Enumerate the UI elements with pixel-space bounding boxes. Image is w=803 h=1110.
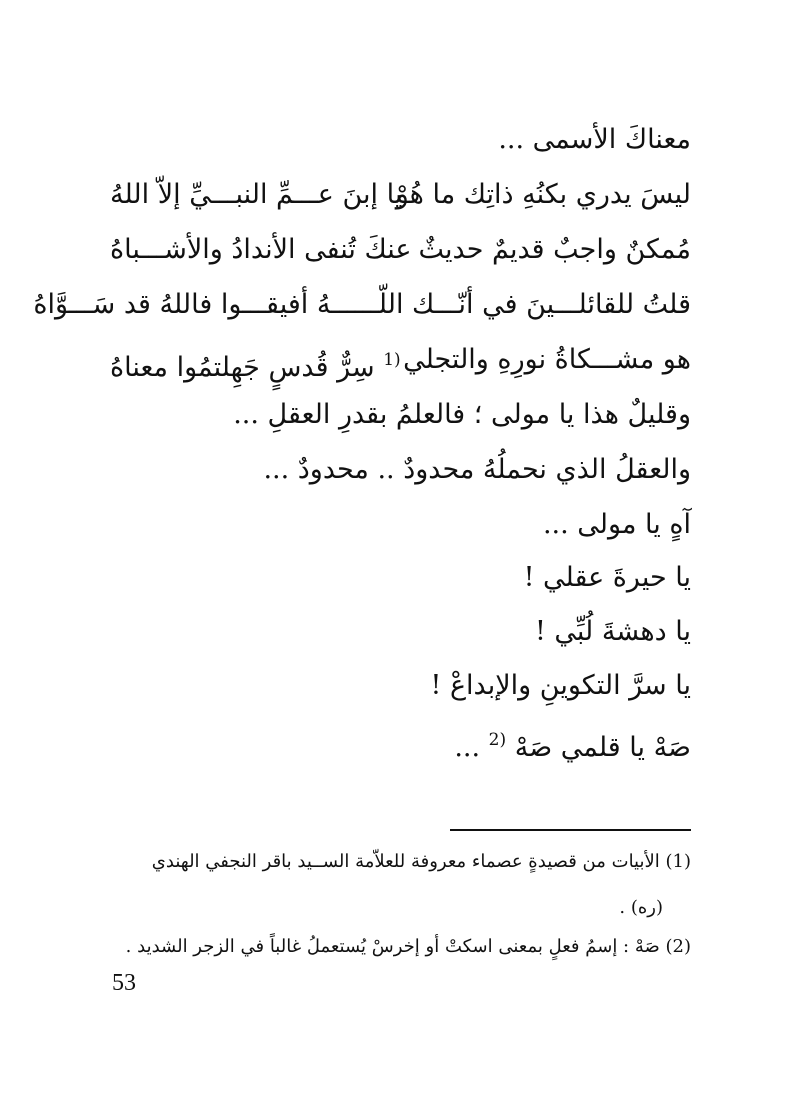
text-line-9: يا حيرةَ عقلي ! [523, 562, 691, 593]
verse-2-first-hemistich: مُمكنٌ واجبٌ قديمٌ حديثٌ [418, 234, 691, 265]
text-line-12 [454, 720, 691, 768]
footnote-1-line-1: (1) الأبيات من قصيدةٍ عصماء معروفة للعلاّمة الســيد باقر النجفي الهندي [151, 851, 691, 872]
footnote-ref-2: (2 [488, 730, 507, 750]
text-line-11: يا سرَّ التكوينِ والإبداعْ ! [430, 670, 691, 701]
verse-4-first-hemistich: هو مشـــكاةُ نورِهِ والتجلي [403, 344, 691, 375]
verse-line-3: قلتُ للقائلـــينَ في أنّـــك اللّــــــهُ أفيقـــوا فاللهُ قد سَـــوَّاهُ [33, 289, 691, 320]
footnote-1-line-2: (ره) . [619, 897, 663, 918]
text-line-6: وقليلٌ هذا يا مولى ؛ فالعلمُ بقدرِ العقلِ ... [233, 399, 691, 430]
footnote-ref-1: (1 [383, 350, 401, 370]
text-line-10: يا دهشةَ لُبِّي ! [534, 616, 691, 647]
verse-1-first-hemistich: ليسَ يدري بكنُهِ ذاتِك ما هُوْ [395, 179, 691, 210]
text-line-8: آهٍ يا مولى ... [542, 509, 691, 540]
verse-2-second-hemistich: عنكَ تُنفى الأندادُ والأشـــباهُ [110, 234, 412, 265]
text-line-12-main: صَهْ يا قلمي صَهْ [514, 732, 691, 763]
footnote-2: (2) صَهْ : إسمُ فعلٍ بمعنى اسكتْ أو إخرسْ يُستعملُ غالباً في الزجر الشديد . [125, 936, 691, 957]
verse-4-second-hemistich [110, 340, 401, 388]
text-line-1: معناكَ الأسمى ... [498, 124, 691, 155]
verse-4-second-text: سِرٌّ قُدسٍ جَهِلتمُوا معناهُ [110, 352, 375, 383]
verse-1-second-hemistich: يا إبنَ عـــمِّ النبـــيِّ إلاّ اللهُ [110, 179, 403, 210]
text-line-7: والعقلُ الذي نحملُهُ محدودٌ .. محدودٌ ... [263, 454, 691, 485]
text-line-12-ellipsis: ... [454, 732, 481, 763]
page-number: 53 [112, 970, 136, 996]
footnote-separator [450, 829, 691, 831]
